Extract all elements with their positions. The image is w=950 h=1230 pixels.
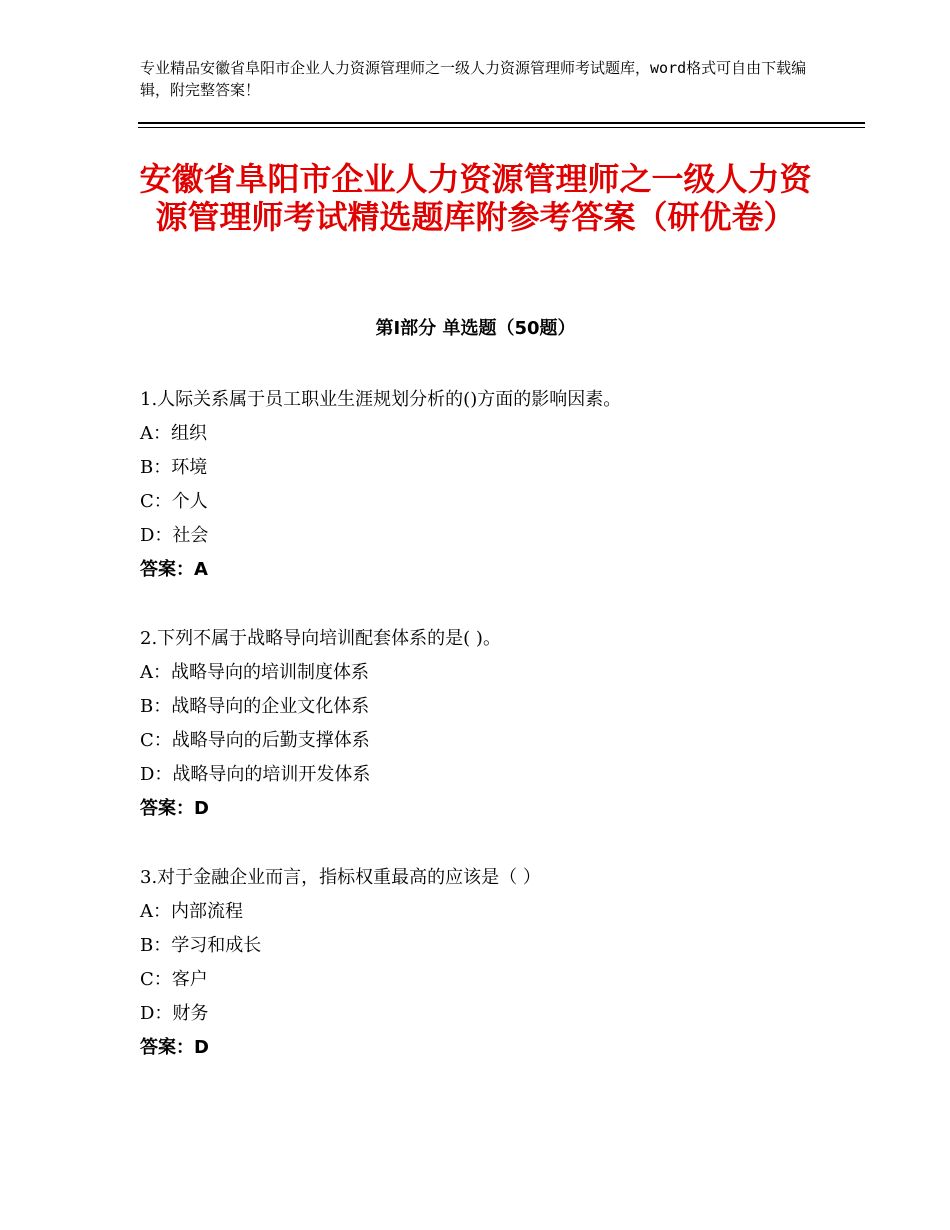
option-d: D：财务: [140, 1003, 209, 1024]
option-a: A：组织: [140, 423, 207, 444]
header-note: 专业精品安徽省阜阳市企业人力资源管理师之一级人力资源管理师考试题库，word格式可自由下载编辑，附完整答案！: [140, 59, 807, 99]
option-b: B：环境: [140, 457, 208, 478]
option-d: D：社会: [140, 525, 209, 546]
question-list: [140, 383, 840, 1100]
section-heading: 第Ⅰ部分 单选题（50题）: [375, 318, 576, 339]
option-c: C：个人: [140, 491, 208, 512]
option-a: A：战略导向的培训制度体系: [140, 662, 369, 683]
header-rule-thick: [138, 122, 865, 124]
answer-label: 答案：D: [140, 1037, 209, 1058]
option-b: B：战略导向的企业文化体系: [140, 696, 370, 717]
answer-label: 答案：A: [140, 559, 208, 580]
option-a: A：内部流程: [140, 901, 243, 922]
question-stem: 3.对于金融企业而言，指标权重最高的应该是（ ）: [140, 867, 541, 888]
answer-label: 答案：D: [140, 798, 209, 819]
question-2: [140, 622, 840, 826]
question-stem: 2.下列不属于战略导向培训配套体系的是( )。: [140, 628, 501, 649]
option-b: B：学习和成长: [140, 935, 262, 956]
option-c: C：客户: [140, 969, 208, 990]
option-c: C：战略导向的后勤支撑体系: [140, 730, 370, 751]
question-stem: 1.人际关系属于员工职业生涯规划分析的()方面的影响因素。: [140, 389, 622, 410]
header-rule-thin: [138, 127, 865, 128]
document-title: 安徽省阜阳市企业人力资源管理师之一级人力资源管理师考试精选题库附参考答案（研优卷）: [139, 160, 812, 236]
option-d: D：战略导向的培训开发体系: [140, 764, 371, 785]
question-1: [140, 383, 840, 587]
question-3: [140, 861, 840, 1065]
